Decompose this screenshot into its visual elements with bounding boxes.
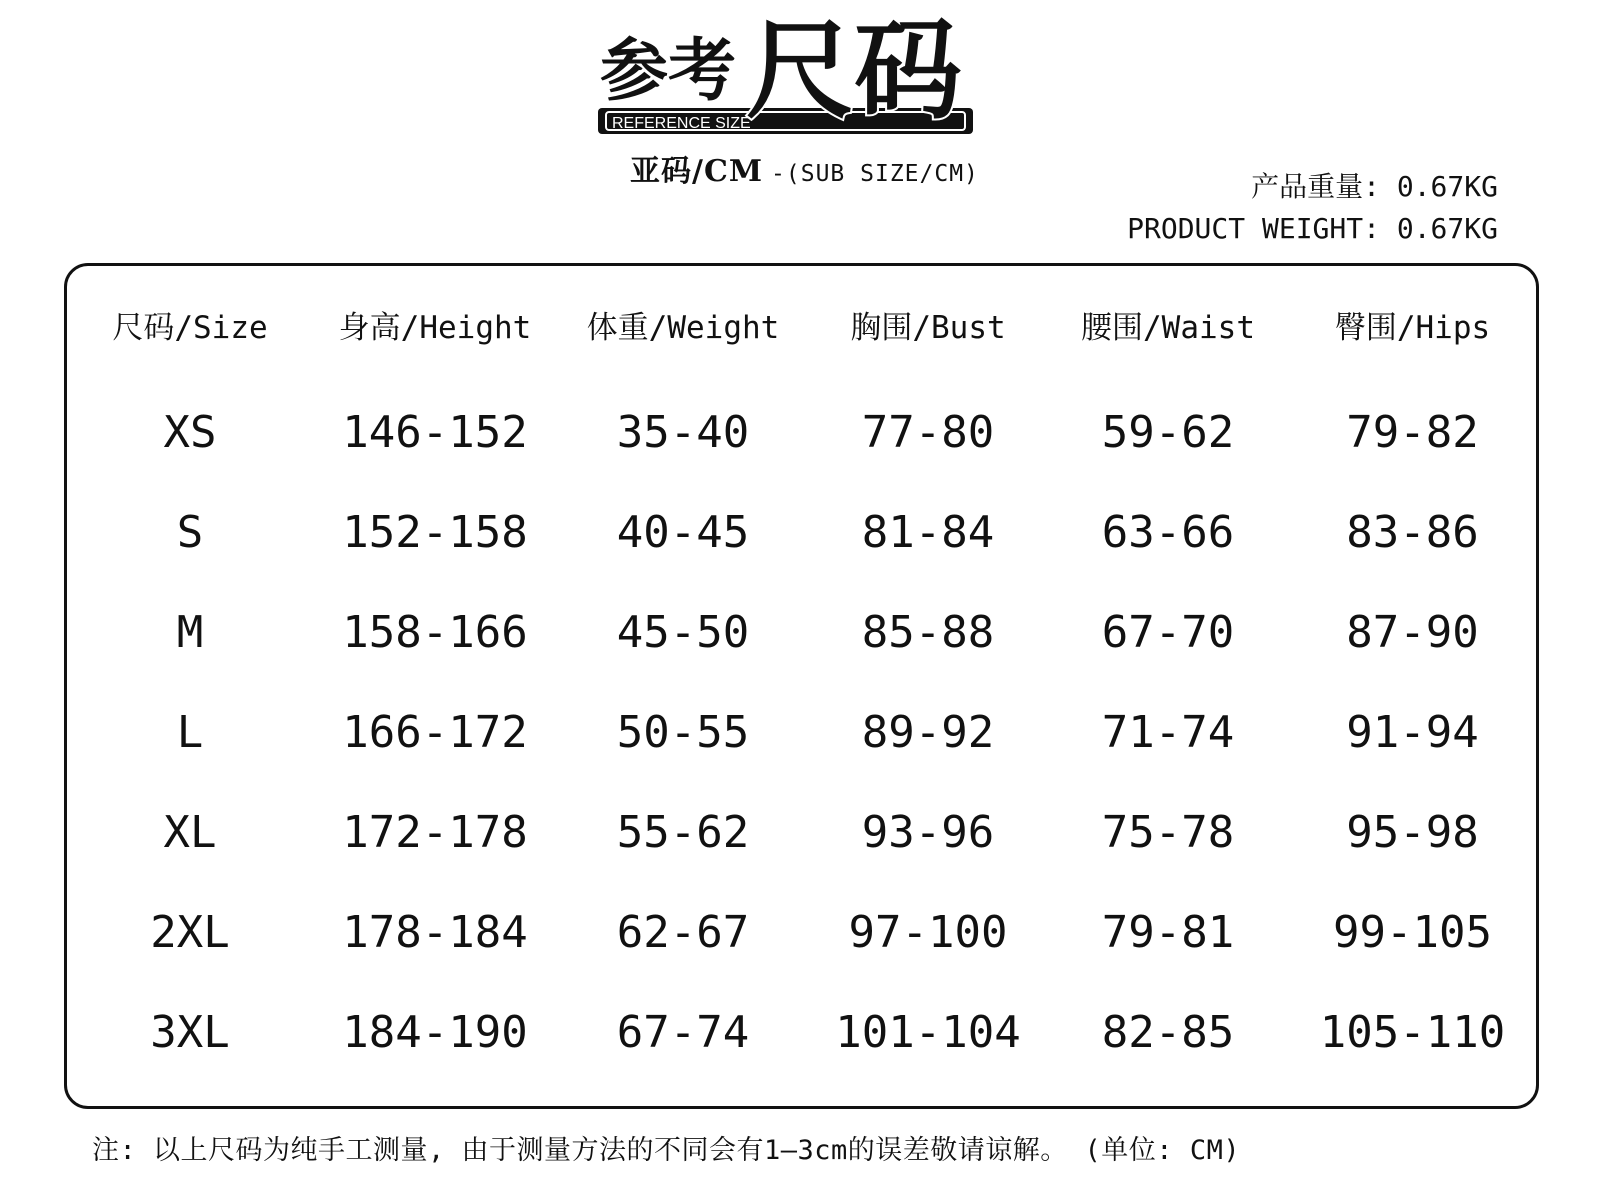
header-waist: 腰围/Waist [1081, 309, 1255, 346]
product-weight-en: PRODUCT WEIGHT: 0.67KG [1127, 212, 1498, 245]
cell-waist: 71-74 [1101, 706, 1235, 758]
cell-waist: 82-85 [1101, 1006, 1235, 1058]
cell-bust: 101-104 [835, 1006, 1021, 1058]
cell-height: 184-190 [342, 1006, 528, 1058]
header-size: 尺码/Size [112, 309, 268, 346]
header-weight: 体重/Weight [586, 309, 780, 346]
cell-size: M [176, 606, 204, 658]
table-row [67, 482, 1536, 582]
cell-weight: 55-62 [616, 806, 750, 858]
header-hips: 臀围/Hips [1334, 309, 1491, 346]
cell-size: 2XL [150, 906, 230, 958]
cell-hips: 95-98 [1346, 806, 1479, 858]
cell-weight: 45-50 [616, 606, 750, 658]
cell-size: 3XL [150, 1006, 230, 1058]
subtitle-sub: -(SUB SIZE/CM) [771, 161, 979, 187]
cell-size: XL [163, 806, 217, 858]
cell-bust: 97-100 [848, 906, 1008, 958]
table-row [67, 882, 1536, 982]
cell-waist: 75-78 [1101, 806, 1235, 858]
header-height: 身高/Height [338, 309, 532, 346]
measurement-footnote: 注: 以上尺码为纯手工测量, 由于测量方法的不同会有1—3cm的误差敬请谅解。 (单位: CM) [92, 1135, 1241, 1166]
cell-height: 146-152 [342, 406, 528, 458]
cell-waist: 63-66 [1101, 506, 1235, 558]
cell-bust: 85-88 [861, 606, 995, 658]
header-bust: 胸围/Bust [850, 309, 1006, 346]
logo-title-large: 尺码 [746, 8, 963, 134]
table-row [67, 382, 1536, 482]
cell-hips: 99-105 [1333, 906, 1492, 958]
cell-hips: 91-94 [1346, 706, 1479, 758]
product-weight-cn: 产品重量: 0.67KG [1251, 170, 1498, 203]
cell-waist: 67-70 [1101, 606, 1235, 658]
table-row [67, 782, 1536, 882]
table-header-row [67, 266, 1536, 382]
table-row [67, 682, 1536, 782]
cell-weight: 67-74 [616, 1006, 750, 1058]
cell-bust: 77-80 [861, 406, 995, 458]
cell-weight: 35-40 [616, 406, 750, 458]
cell-height: 172-178 [342, 806, 528, 858]
product-weight [1127, 166, 1498, 250]
cell-hips: 87-90 [1346, 606, 1479, 658]
logo-title-small: 参考 [600, 31, 737, 111]
cell-size: L [176, 706, 204, 758]
cell-bust: 89-92 [861, 706, 995, 758]
table-row [67, 982, 1536, 1082]
reference-size-logo [598, 8, 1008, 142]
cell-bust: 93-96 [861, 806, 995, 858]
cell-height: 166-172 [342, 706, 528, 758]
subtitle [630, 146, 979, 189]
table-row [67, 582, 1536, 682]
cell-hips: 79-82 [1346, 406, 1479, 458]
cell-height: 152-158 [342, 506, 528, 558]
size-table [67, 266, 1536, 1082]
cell-height: 178-184 [342, 906, 528, 958]
size-table-frame [64, 263, 1539, 1109]
cell-waist: 59-62 [1101, 406, 1235, 458]
cell-bust: 81-84 [861, 506, 995, 558]
subtitle-main: 亚码/CM [630, 154, 764, 189]
cell-hips: 105-110 [1319, 1006, 1506, 1058]
cell-height: 158-166 [342, 606, 528, 658]
cell-weight: 50-55 [616, 706, 750, 758]
cell-hips: 83-86 [1346, 506, 1479, 558]
cell-weight: 62-67 [616, 906, 750, 958]
cell-size: XS [163, 406, 217, 458]
cell-size: S [176, 506, 204, 558]
cell-weight: 40-45 [616, 506, 750, 558]
logo-tag-text: REFERENCE SIZE [612, 115, 751, 132]
cell-waist: 79-81 [1101, 906, 1235, 958]
